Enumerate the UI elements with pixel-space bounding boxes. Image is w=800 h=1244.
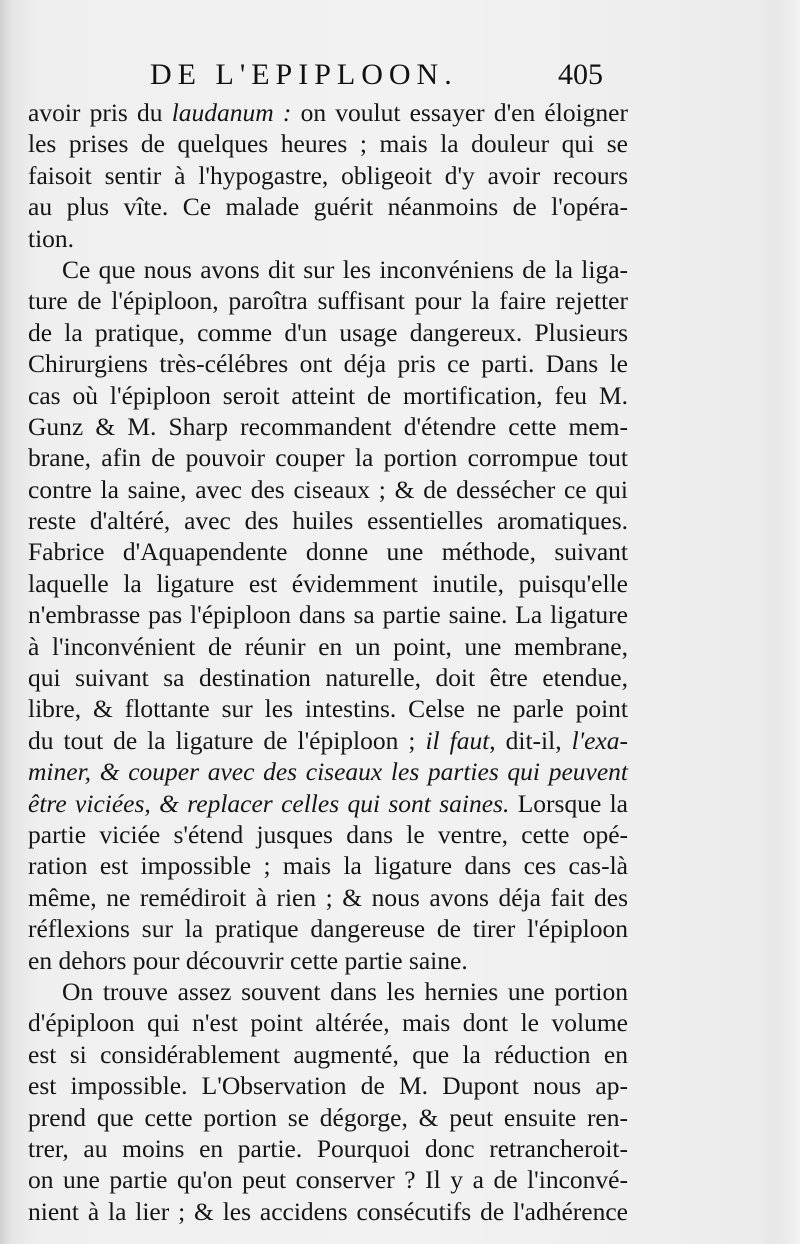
text-line [28,725,628,756]
text-line [28,599,628,630]
text-line [28,285,628,316]
text-line [28,348,628,379]
text-segment: Lorsque la [509,788,628,818]
text-line [28,1133,628,1164]
italic-segment: être viciées, & replacer celles qui sont saines. [28,788,510,818]
text-segment: tion. [28,223,75,253]
text-segment: Chirurgiens très-célébres ont déja pris ce parti. Dans le [28,349,628,379]
text-segment: on voulut essayer d'en éloigner [291,98,628,127]
text-segment: ration est impossible ; mais la ligature dans ces cas-là [28,851,628,881]
text-segment: même, ne remédiroit à rien ; & nous avons déja fait des [28,882,628,912]
italic-segment: laudanum : [171,98,292,127]
paragraph [28,976,628,1227]
text-line [28,191,628,222]
text-segment: au plus vîte. Ce malade guérit néanmoins de l'opéra- [28,192,628,222]
text-line [28,223,628,254]
text-line [28,160,628,191]
text-segment: contre la saine, avec des ciseaux ; & de dessécher ce qui [28,474,628,504]
text-segment: Fabrice d'Aquapendente donne une méthode, suivant [28,537,628,567]
text-line [28,474,628,505]
text-line [28,913,628,944]
text-line [28,97,628,128]
text-segment: est impossible. L'Observation de M. Dupont nous ap- [28,1071,628,1101]
text-segment: on une partie qu'on peut conserver ? Il y a de l'inconvé- [28,1165,628,1195]
italic-segment: il faut [425,725,490,755]
text-line [28,1164,628,1195]
text-segment: brane, afin de pouvoir couper la portion corrompue tout [28,443,628,473]
text-segment: les prises de quelques heures ; mais la douleur qui se [28,129,628,159]
italic-segment: miner, & couper avec des ciseaux les parties qui peuvent [28,757,628,787]
text-segment: qui suivant sa destination naturelle, doit être etendue, [28,663,628,693]
text-line [28,1102,628,1133]
text-segment: d'épiploon qui n'est point altérée, mais dont le volume [28,1008,628,1038]
text-line [28,442,628,473]
text-segment: de la pratique, comme d'un usage dangereux. Plusieurs [28,317,628,347]
text-segment: ture de l'épiploon, paroîtra suffisant pour la faire rejetter [28,286,628,316]
text-segment: n'embrasse pas l'épiploon dans sa partie saine. La ligature [28,600,628,630]
text-segment: libre, & flottante sur les intestins. Celse ne parle point [28,694,628,724]
text-line [28,380,628,411]
text-segment: , dit-il, [489,725,572,755]
page-number: 405 [558,58,603,91]
running-title: DE L'EPIPLOON. [150,58,458,91]
text-line [28,850,628,881]
text-line [28,536,628,567]
text-line [28,756,628,787]
text-line [28,662,628,693]
text-line [28,976,628,1007]
paragraph [28,97,628,254]
text-line [28,693,628,724]
text-line [28,505,628,536]
text-segment: Ce que nous avons dit sur les inconvéniens de la liga- [62,254,628,284]
text-line [28,568,628,599]
text-line [28,1007,628,1038]
text-line [28,1196,628,1227]
italic-segment: l'exa- [571,725,628,755]
text-line [28,945,628,976]
text-line [28,819,628,850]
text-segment: partie viciée s'étend jusques dans le ventre, cette opé- [28,819,628,849]
text-segment: avoir pris du [28,98,172,127]
paragraph [28,254,628,976]
text-segment: laquelle la ligature est évidemment inutile, puisqu'elle [28,568,628,598]
text-segment: Gunz & M. Sharp recommandent d'étendre cette mem- [28,411,628,441]
text-segment: prend que cette portion se dégorge, & peut ensuite ren- [28,1102,628,1132]
text-segment: à l'inconvénient de réunir en un point, une membrane, [28,631,628,661]
text-segment: du tout de la ligature de l'épiploon ; [28,725,426,755]
text-segment: reste d'altéré, avec des huiles essentielles aromatiques. [28,506,628,536]
text-line [28,128,628,159]
text-line [28,254,628,285]
text-line [28,788,628,819]
text-segment: nient à la lier ; & les accidens consécutifs de l'adhérence [28,1196,628,1226]
body-text [28,97,628,1227]
text-segment: réflexions sur la pratique dangereuse de tirer l'épiploon [28,914,628,944]
text-line [28,317,628,348]
text-segment: en dehors pour découvrir cette partie saine. [28,945,468,975]
text-line [28,882,628,913]
text-line [28,411,628,442]
text-segment: trer, au moins en partie. Pourquoi donc retrancheroit- [28,1133,628,1163]
text-line [28,1039,628,1070]
text-segment: On trouve assez souvent dans les hernies une portion [62,976,628,1006]
text-segment: faisoit sentir à l'hypogastre, obligeoit d'y avoir recours [28,160,628,190]
text-line [28,631,628,662]
text-segment: est si considérablement augmenté, que la réduction en [28,1039,628,1069]
text-segment: cas où l'épiploon seroit atteint de mortification, feu M. [28,380,628,410]
text-line [28,1070,628,1101]
